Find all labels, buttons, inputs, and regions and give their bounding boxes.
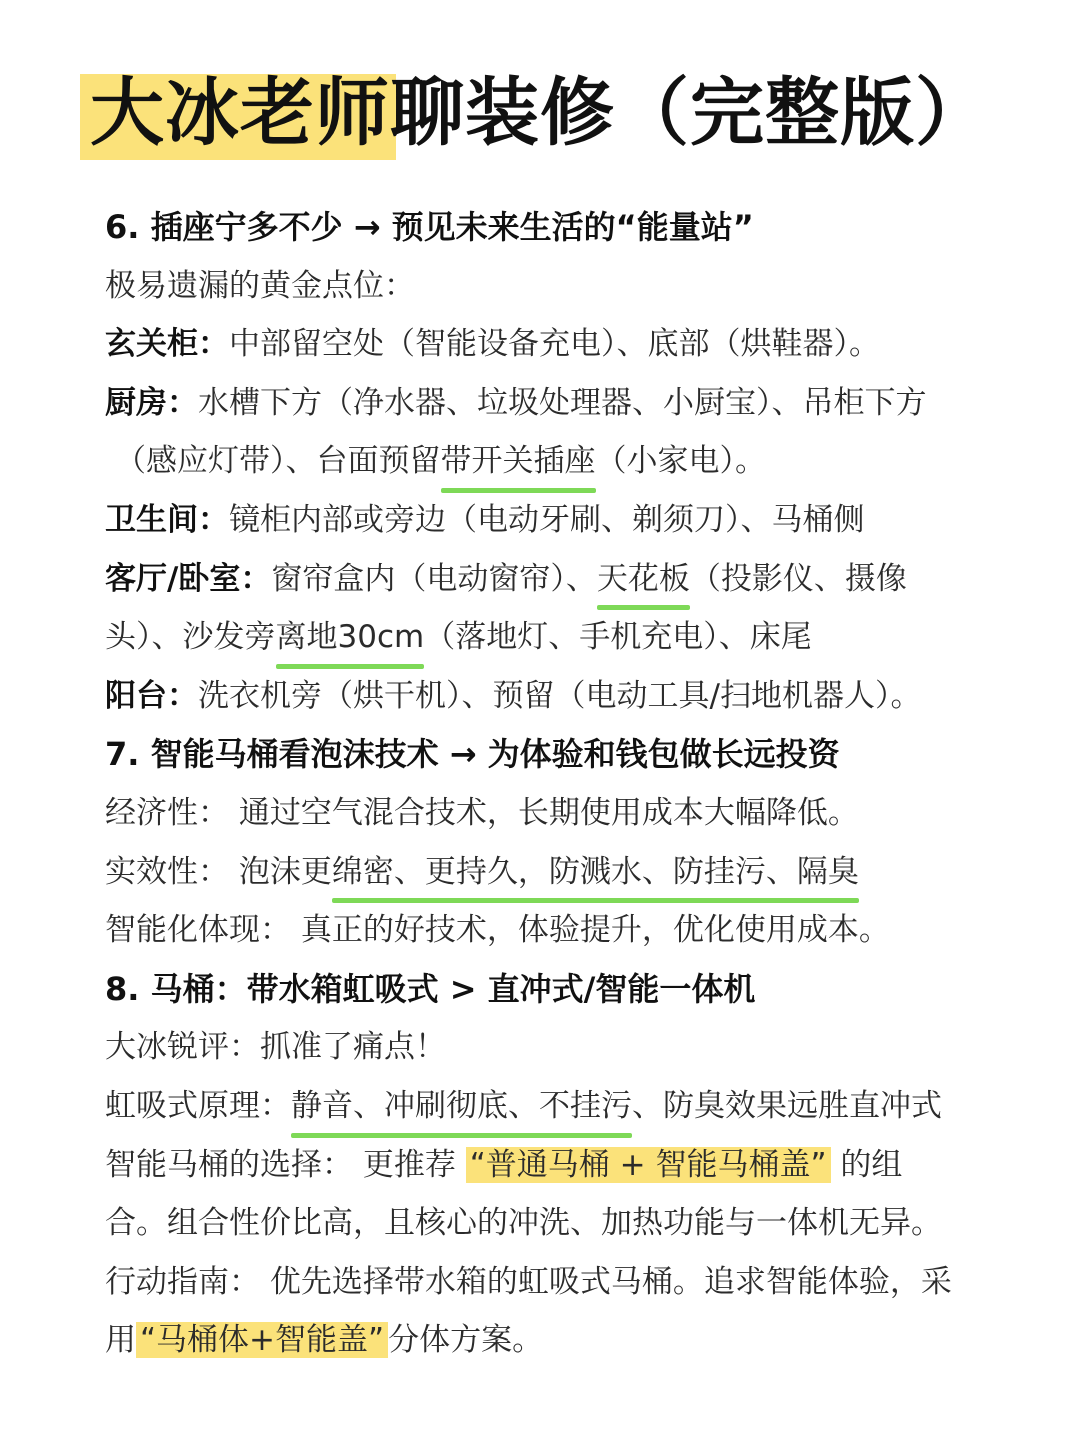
bath-text: 镜柜内部或旁边（电动牙刷、剃须刀）、马桶侧: [229, 501, 865, 538]
principle-a: 虹吸式原理：: [105, 1087, 291, 1124]
effect-line: [105, 843, 1015, 902]
living-cont-a: 头）、沙发旁: [105, 619, 276, 656]
kitchen-underline: 带开关插座: [441, 432, 596, 491]
choice-highlight: “普通马桶 + 智能马桶盖”: [466, 1147, 831, 1183]
living-line-cont: [105, 608, 1015, 667]
living-label: 客厅/卧室：: [105, 560, 272, 597]
smart-line: 智能化体现： 真正的好技术，体验提升，优化使用成本。: [105, 912, 890, 949]
title-rest: 聊装修（完整版）: [390, 70, 990, 156]
section-8-heading: 8. 马桶：带水箱虹吸式 > 直冲式/智能一体机: [105, 969, 756, 1008]
living-line: [105, 550, 1015, 609]
living-text-b: （投影仪、摄像: [689, 560, 907, 597]
page-title: [90, 68, 990, 158]
action-cont-b: 分体方案。: [388, 1322, 544, 1359]
title-highlight: 大冰老师: [90, 70, 390, 156]
choice-a: 智能马桶的选择： 更推荐: [105, 1146, 466, 1183]
living-text-a: 窗帘盒内（电动窗帘）、: [271, 560, 597, 597]
entrance-text: 中部留空处（智能设备充电）、底部（烘鞋器）。: [229, 326, 880, 363]
living-underline: 天花板: [597, 550, 690, 609]
kitchen-cont-b: （小家电）。: [595, 443, 766, 480]
kitchen-cont-a: （感应灯带）、台面预留: [115, 443, 441, 480]
choice-line-cont: 合。组合性价比高，且核心的冲洗、加热功能与一体机无异。: [105, 1205, 942, 1242]
bath-label: 卫生间：: [105, 501, 229, 538]
bath-line: [105, 491, 1015, 550]
principle-underline: 静音、冲刷彻底、不挂污: [291, 1077, 632, 1136]
action-line: 行动指南： 优先选择带水箱的虹吸式马桶。追求智能体验，采: [105, 1263, 952, 1300]
balcony-label: 阳台：: [105, 677, 198, 714]
section-6-intro: 极易遗漏的黄金点位：: [105, 267, 415, 304]
section-6-heading: 6. 插座宁多不少 → 预见未来生活的“能量站”: [105, 208, 754, 246]
action-line-cont: [105, 1311, 1015, 1370]
kitchen-label: 厨房：: [105, 384, 198, 421]
kitchen-text: 水槽下方（净水器、垃圾处理器、小厨宝）、吊柜下方: [198, 384, 927, 421]
principle-b: 、防臭效果远胜直冲式: [632, 1087, 942, 1124]
kitchen-line: [105, 374, 1015, 433]
entrance-line: [105, 315, 1015, 374]
entrance-label: 玄关柜：: [105, 326, 229, 363]
review-line: 大冰锐评：抓准了痛点！: [105, 1029, 446, 1066]
choice-b: 的组: [830, 1146, 903, 1183]
action-highlight: “马桶体+智能盖”: [136, 1322, 388, 1358]
section-7-heading: 7. 智能马桶看泡沫技术 → 为体验和钱包做长远投资: [105, 735, 840, 774]
article-body: [105, 198, 1015, 1370]
balcony-line: [105, 667, 1015, 726]
title-block: [0, 68, 1080, 158]
balcony-text: 洗衣机旁（烘干机）、预留（电动工具/扫地机器人）。: [198, 677, 922, 714]
effect-text: 实效性： 泡沫更: [105, 853, 332, 890]
choice-line: [105, 1136, 1015, 1195]
living-cont-b: （落地灯、手机充电）、床尾: [424, 619, 812, 656]
effect-underline: 绵密、更持久，防溅水、防挂污、隔臭: [332, 843, 859, 902]
living-cont-underline: 离地30cm: [276, 608, 425, 667]
kitchen-line-cont: [105, 432, 1015, 491]
principle-line: [105, 1077, 1015, 1136]
economy-line: 经济性： 通过空气混合技术，长期使用成本大幅降低。: [105, 794, 859, 831]
action-cont-a: 用: [105, 1322, 136, 1359]
